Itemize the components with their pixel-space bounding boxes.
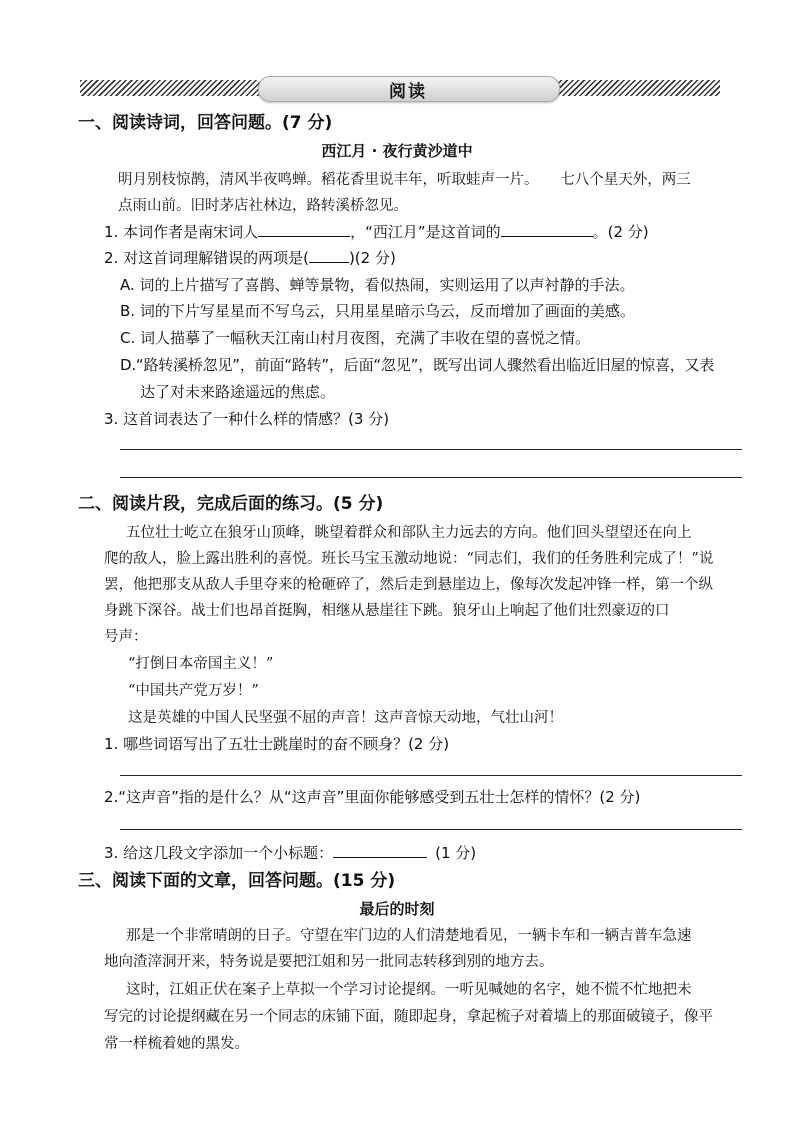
poem-line: 点雨山前。旧时茅店社林边，路转溪桥忽见。 [118,198,408,214]
answer-blank[interactable] [501,235,593,237]
question-text: 。(2 分) [592,223,649,241]
passage-line: “打倒日本帝国主义！” [128,656,274,672]
option-b: B. 词的下片写星星而不写乌云，只用星星暗示乌云，反而增加了画面的美感。 [120,302,635,320]
article-line: 常一样梳着她的黑发。 [104,1036,249,1052]
article-line: 地向渣滓洞开来，特务说是要把江姐和另一批同志转移到别的地方去。 [104,954,554,970]
section2-heading: 二、阅读片段，完成后面的练习。(5 分) [78,494,384,514]
section3-heading: 三、阅读下面的文章，回答问题。(15 分) [78,871,396,891]
page-title: 阅读 [389,82,427,102]
answer-line[interactable] [120,775,742,776]
question-text: 3. 给这几段文字添加一个小标题： [104,844,334,862]
answer-line[interactable] [120,477,742,478]
passage-line: 爬的敌人，脸上露出胜利的喜悦。班长马宝玉激动地说：“同志们，我们的任务胜利完成了！”说 [104,551,714,567]
answer-line[interactable] [120,829,742,830]
question-text: ，“西江月”是这首词的 [350,223,501,241]
article-title: 最后的时刻 [359,900,435,918]
answer-blank[interactable] [309,261,349,263]
question-text: 1. 本词作者是南宋词人 [104,223,259,241]
question-2-2: 2.“这声音”指的是什么？从“这声音”里面你能够感受到五壮士怎样的情怀？(2 分) [104,788,641,806]
answer-line[interactable] [120,449,742,450]
poem-line: 明月别枝惊鹊，清风半夜鸣蝉。稻花香里说丰年，听取蛙声一片。 七八个星天外，两三 [118,172,691,188]
poem-title: 西江月 · 夜行黄沙道中 [321,142,473,160]
article-line: 写完的讨论提纲藏在另一个同志的床铺下面，随即起身，拿起梳子对着墙上的那面破镜子，像平 [104,1009,713,1025]
option-d: D.“路转溪桥忽见”，前面“路转”，后面“忽见”，既写出词人骤然看出临近旧屋的惊喜，又表 [120,356,715,374]
passage-line: 罢，他把那支从敌人手里夺来的枪砸碎了，然后走到悬崖边上，像每次发起冲锋一样，第一个纵 [104,577,713,593]
passage-line: 这是英雄的中国人民坚强不屈的声音！这声音惊天动地，气壮山河！ [128,710,563,726]
passage-line: 身跳下深谷。战士们也昂首挺胸，相继从悬崖往下跳。狼牙山上响起了他们壮烈豪迈的口 [104,603,670,619]
question-1-1 [104,221,649,242]
answer-blank[interactable] [258,235,350,237]
option-d-continued: 达了对未来路途遥远的焦虑。 [140,383,336,401]
passage-line: 五位壮士屹立在狼牙山顶峰，眺望着群众和部队主力远去的方向。他们回头望望还在向上 [126,525,692,541]
question-2-1: 1. 哪些词语写出了五壮士跳崖时的奋不顾身？(2 分) [104,735,450,753]
article-line: 那是一个非常晴朗的日子。守望在牢门边的人们清楚地看见，一辆卡车和一辆吉普车急速 [126,928,692,944]
option-c: C. 词人描摹了一幅秋天江南山村月夜图，充满了丰收在望的喜悦之情。 [120,329,591,347]
question-text: )(2 分) [348,249,396,267]
question-text: (1 分) [435,844,477,862]
option-a: A. 词的上片描写了喜鹊、蝉等景物，看似热闹，实则运用了以声衬静的手法。 [120,276,635,294]
question-2-3 [104,842,476,863]
question-text: 2. 对这首词理解错误的两项是( [104,249,309,267]
answer-blank[interactable] [333,856,427,858]
article-line: 这时，江姐正伏在案子上草拟一个学习讨论提纲。一听见喊她的名字，她不慌不忙地把未 [126,982,692,998]
question-1-2 [104,247,396,268]
question-1-3: 3. 这首词表达了一种什么样的情感？(3 分) [104,410,390,428]
section1-heading: 一、阅读诗词，回答问题。(7 分) [78,113,333,133]
passage-line: 号声： [104,629,148,645]
passage-line: “中国共产党万岁！” [128,683,259,699]
